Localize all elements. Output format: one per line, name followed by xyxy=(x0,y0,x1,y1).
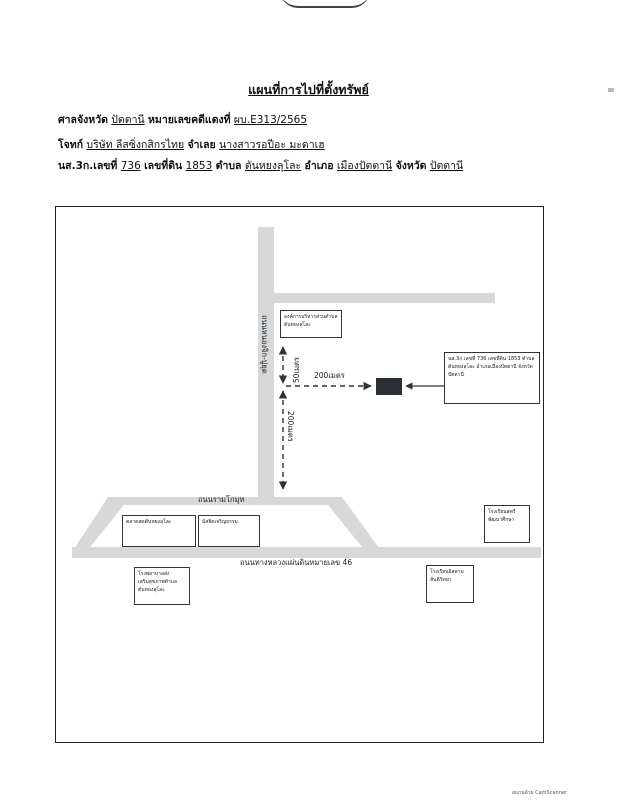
court-label: ศาลจังหวัด xyxy=(58,114,108,126)
map-frame xyxy=(55,206,544,743)
defendant-label: จำเลย xyxy=(187,139,216,151)
plaintiff-value: บริษัท ลีสซิ่งกสิกรไทย xyxy=(86,139,185,151)
deed-value: 736 xyxy=(120,160,141,172)
vertical-road-label: ถนนหนองจิก-ปูยุด xyxy=(260,315,269,374)
province-label: จังหวัด xyxy=(395,160,427,172)
hospital-box: โรงพยาบาลส่งเสริมสุขภาพตำบลตันหยงลุโละ xyxy=(134,567,190,605)
highway-label: ถนนทางหลวงแผ่นดินหมายเลข 46 xyxy=(240,558,353,567)
distance-50m-label: 50เมตร xyxy=(292,357,301,383)
case-label: หมายเลขคดีแดงที่ xyxy=(148,114,231,126)
land-no-label: เลขที่ดิน xyxy=(144,160,183,172)
school-bottom-box: โรงเรียนอิสลามสันติวิทยา xyxy=(426,565,474,603)
map-canvas xyxy=(56,207,545,744)
deed-label: นส.3ก.เลขที่ xyxy=(58,160,118,172)
land-no-value: 1853 xyxy=(185,160,213,172)
district-value: เมืองปัตตานี xyxy=(336,160,393,172)
upper-right-road xyxy=(274,293,495,303)
upper-road-label: ถนนรามโกมุท xyxy=(198,495,245,504)
deed-line xyxy=(58,157,463,174)
sao-office-box: องค์การบริหารส่วนตำบลตันหยงลุโละ xyxy=(280,310,342,338)
property-marker xyxy=(376,378,402,395)
plaintiff-label: โจทก์ xyxy=(58,139,84,151)
page-edge-mark xyxy=(280,0,370,8)
mosque-box: มัสยิดเจริญธรรม xyxy=(198,515,260,547)
page-title: แผนที่การไปที่ตั้งทรัพย์ xyxy=(248,82,369,97)
subdistrict-label: ตำบล xyxy=(215,160,242,172)
distance-200m-horizontal-label: 200เมตร xyxy=(314,371,345,380)
court-value: ปัตตานี xyxy=(111,114,145,126)
scanner-footer: สแกนด้วย CamScanner xyxy=(511,790,567,796)
district-label: อำเภอ xyxy=(304,160,334,172)
province-value: ปัตตานี xyxy=(429,160,464,172)
property-label-box: นส.3ก.เลขที่ 736 เลขที่ดิน 1853 ตำบลตันหยงลุโละ อำเภอเมืองปัตตานี จังหวัดปัตตานี xyxy=(444,352,540,404)
case-value: ผบ.E313/2565 xyxy=(233,114,308,126)
store-box: ตลาดสดตันหยงลุโละ xyxy=(122,515,196,547)
defendant-value: นางสาวรอปีอะ มะดาเฮ xyxy=(219,139,325,151)
parties-line xyxy=(58,136,325,153)
court-line xyxy=(58,111,307,128)
distance-200m-vertical-label: 200เมตร xyxy=(286,411,295,442)
school-right-box: โรงเรียนสตรีพัฒนาศึกษา xyxy=(484,505,530,543)
subdistrict-value: ตันหยงลุโละ xyxy=(244,160,302,172)
